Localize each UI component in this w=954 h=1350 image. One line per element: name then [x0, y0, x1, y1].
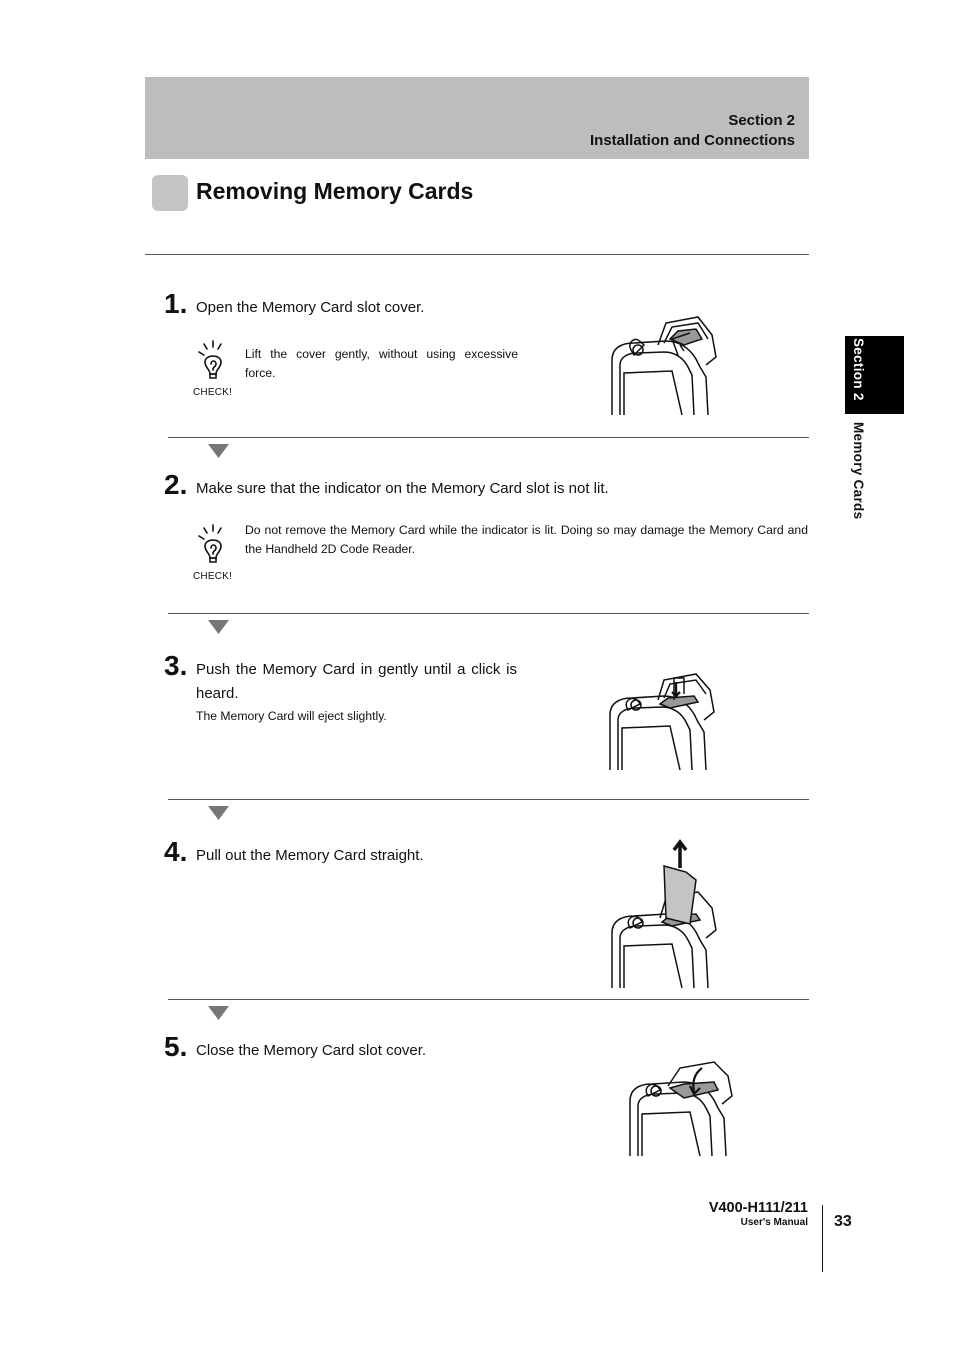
step-5-text: Close the Memory Card slot cover. — [196, 1042, 427, 1059]
check-icon — [193, 524, 241, 582]
reader-close-cover-icon — [618, 1056, 748, 1158]
check-icon — [193, 340, 241, 398]
step-1-number: 1. — [164, 288, 188, 319]
step-3-subtext: The Memory Card will eject slightly. — [196, 709, 387, 723]
section-header-band — [145, 77, 809, 159]
lightbulb-icon — [193, 340, 241, 384]
step-arrow-icon — [208, 444, 229, 458]
title-divider — [145, 254, 809, 255]
step-5-number: 5. — [164, 1031, 188, 1062]
footer-model: V400-H111/211 — [708, 1200, 808, 1216]
section-subtitle: Installation and Connections — [589, 132, 795, 149]
step-arrow-icon — [208, 806, 229, 820]
reader-pull-card-icon — [600, 838, 730, 990]
side-tab-section: Section 2 — [851, 338, 866, 401]
check-label: CHECK! — [193, 387, 232, 398]
page-number: 33 — [834, 1213, 852, 1230]
step-arrow-icon — [208, 620, 229, 634]
check-label: CHECK! — [193, 571, 232, 582]
step-1-divider — [168, 437, 809, 438]
step-2-divider — [168, 613, 809, 614]
title-marker — [152, 175, 188, 211]
page-title: Removing Memory Cards — [196, 178, 474, 204]
lightbulb-icon — [193, 524, 241, 568]
step-arrow-icon — [208, 1006, 229, 1020]
step-3-number: 3. — [164, 650, 188, 681]
side-tab-topic: Memory Cards — [851, 422, 866, 520]
reader-open-cover-icon — [600, 315, 730, 417]
step-3-text: Push the Memory Card in gently until a click is heard. — [196, 661, 517, 702]
step-2-number: 2. — [164, 469, 188, 500]
step-1-check-note: Lift the cover gently, without using excessive force. — [245, 347, 518, 380]
section-header-text — [590, 111, 795, 151]
step-4-number: 4. — [164, 836, 188, 867]
step-4-divider — [168, 999, 809, 1000]
step-4-text: Pull out the Memory Card straight. — [196, 847, 424, 864]
step-2-text: Make sure that the indicator on the Memory Card slot is not lit. — [196, 480, 609, 497]
footer-divider — [822, 1205, 823, 1272]
reader-push-card-icon — [598, 670, 728, 772]
step-1-text: Open the Memory Card slot cover. — [196, 299, 425, 316]
step-2-check-note: Do not remove the Memory Card while the indicator is lit. Doing so may damage the Memory Card and the Handheld 2D Code Reader. — [245, 523, 808, 556]
footer-manual: User's Manual — [740, 1217, 808, 1228]
step-3-divider — [168, 799, 809, 800]
section-number: Section 2 — [728, 112, 795, 129]
